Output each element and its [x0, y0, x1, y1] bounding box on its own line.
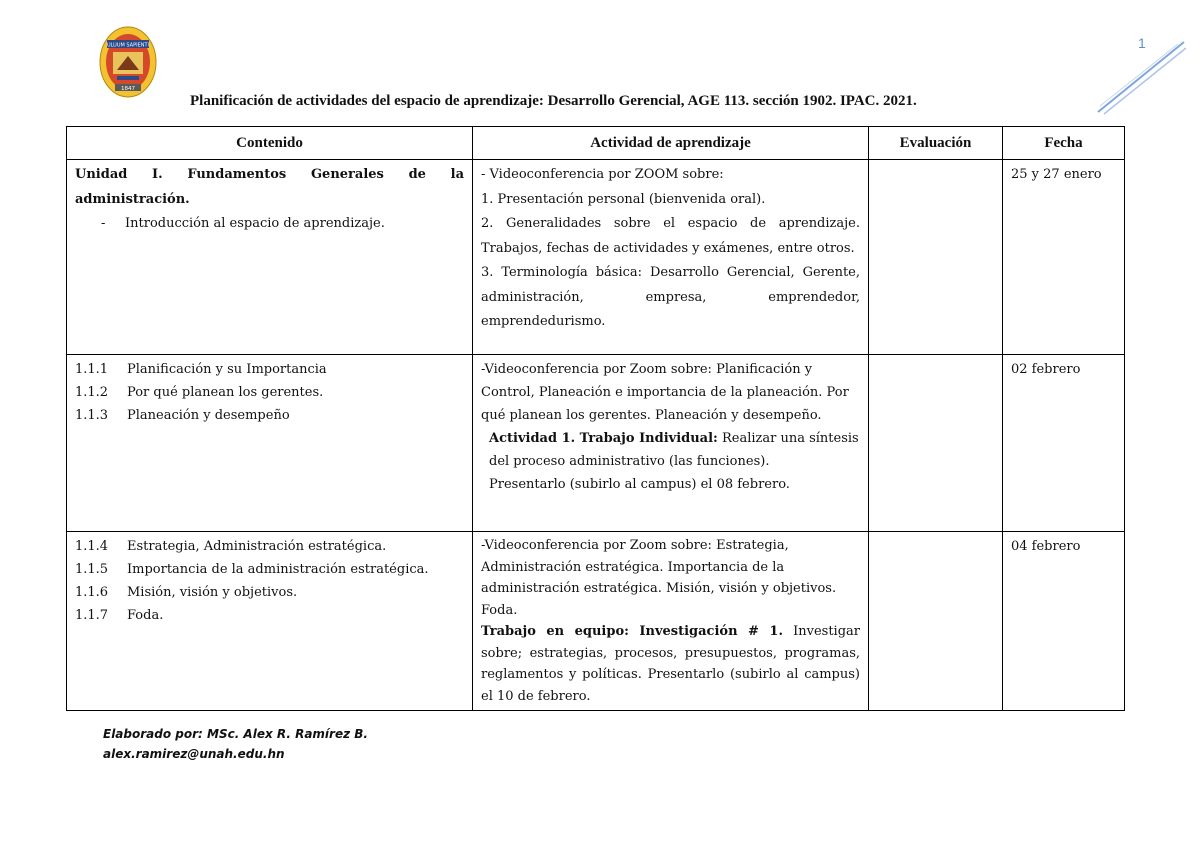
activity-line: 3. Terminología básica: Desarrollo Gerencial, Gerente, administración, empresa, emprendedor, emprendedurismo. — [481, 265, 860, 329]
activity-assignment — [481, 427, 860, 473]
fecha-cell — [1003, 532, 1125, 711]
item-text: Misión, visión y objetivos. — [127, 585, 298, 600]
evaluacion-cell — [869, 532, 1003, 711]
contenido-cell — [67, 355, 473, 532]
list-item — [75, 535, 464, 558]
actividad-cell — [473, 160, 869, 355]
activity-line: -Videoconferencia por Zoom sobre: Estrategia, Administración estratégica. Importancia de la administración estratégica. Misión, visión y objetivos. Foda. — [481, 538, 837, 618]
list-item — [75, 404, 464, 427]
list-item — [75, 358, 464, 381]
column-header-actividad: Actividad de aprendizaje — [473, 127, 869, 160]
fecha-cell — [1003, 160, 1125, 355]
planning-table — [66, 126, 1125, 711]
fecha-value: 25 y 27 enero — [1011, 167, 1102, 182]
author-block — [103, 724, 368, 764]
author-name: Elaborado por: MSc. Alex R. Ramírez B. — [103, 727, 368, 741]
activity-line: - Videoconferencia por ZOOM sobre: — [481, 167, 724, 182]
list-item — [75, 558, 464, 581]
contenido-cell — [67, 532, 473, 711]
page-number: 1 — [1138, 35, 1146, 51]
column-header-evaluacion: Evaluación — [869, 127, 1003, 160]
assignment-label: Trabajo en equipo: Investigación # 1. — [481, 624, 783, 639]
fecha-cell — [1003, 355, 1125, 532]
contenido-cell — [67, 160, 473, 355]
item-number: 1.1.6 — [75, 585, 109, 600]
fecha-value: 02 febrero — [1011, 362, 1081, 377]
list-item — [75, 604, 464, 627]
item-number: 1.1.2 — [75, 385, 109, 400]
evaluacion-cell — [869, 160, 1003, 355]
list-item — [75, 581, 464, 604]
activity-line: 1. Presentación personal (bienvenida oral). — [481, 191, 766, 207]
item-number: 1.1.3 — [75, 408, 109, 423]
item-text: Importancia de la administración estratégica. — [127, 562, 429, 577]
assignment-text: Investigar sobre; estrategias, procesos, presupuestos, programas, reglamentos y políticas. Presentarlo (subirlo al campus) el 10 de febrero. — [481, 624, 860, 704]
actividad-cell — [473, 355, 869, 532]
document-title: Planificación de actividades del espacio de aprendizaje: Desarrollo Gerencial, AGE 113. sección 1902. IPAC. 2021. — [190, 93, 917, 109]
list-item-text: Introducción al espacio de aprendizaje. — [125, 216, 385, 231]
author-email: alex.ramirez@unah.edu.hn — [103, 747, 285, 761]
table-row — [67, 160, 1125, 355]
university-seal-icon — [99, 26, 157, 98]
item-text: Por qué planean los gerentes. — [127, 385, 324, 400]
column-header-fecha: Fecha — [1003, 127, 1125, 160]
activity-line: 2. Generalidades sobre el espacio de aprendizaje. Trabajos, fechas de actividades y exámenes, entre otros. — [481, 216, 860, 256]
unit-title: Unidad I. Fundamentos Generales de la administración. — [75, 167, 464, 207]
item-number: 1.1.4 — [75, 539, 109, 554]
table-row — [67, 355, 1125, 532]
column-header-contenido: Contenido — [67, 127, 473, 160]
assignment-label: Actividad 1. Trabajo Individual: — [489, 431, 718, 446]
evaluacion-cell — [869, 355, 1003, 532]
decorative-corner-lines — [1090, 40, 1190, 120]
item-text: Planificación y su Importancia — [127, 362, 327, 377]
assignment-text: Realizar una síntesis del proceso administrativo (las funciones). — [489, 431, 859, 469]
fecha-value: 04 febrero — [1011, 539, 1081, 554]
table-row — [67, 532, 1125, 711]
item-text: Estrategia, Administración estratégica. — [127, 539, 387, 554]
list-item — [75, 212, 464, 237]
svg-text:1847: 1847 — [121, 86, 135, 92]
activity-line: -Videoconferencia por Zoom sobre: Planificación y Control, Planeación e importancia de la planeación. Por qué planean los gerentes. Planeación y desempeño. — [481, 362, 849, 423]
item-number: 1.1.1 — [75, 362, 109, 377]
activity-assignment — [481, 621, 860, 707]
item-number: 1.1.5 — [75, 562, 109, 577]
item-text: Foda. — [127, 608, 164, 623]
activity-line: Presentarlo (subirlo al campus) el 08 febrero. — [489, 477, 790, 492]
svg-text:ULUUM SAPIENTI: ULUUM SAPIENTI — [106, 42, 150, 49]
table-header-row — [67, 127, 1125, 160]
dash-bullet: - — [101, 216, 106, 231]
item-text: Planeación y desempeño — [127, 408, 290, 423]
item-number: 1.1.7 — [75, 608, 109, 623]
actividad-cell — [473, 532, 869, 711]
list-item — [75, 381, 464, 404]
